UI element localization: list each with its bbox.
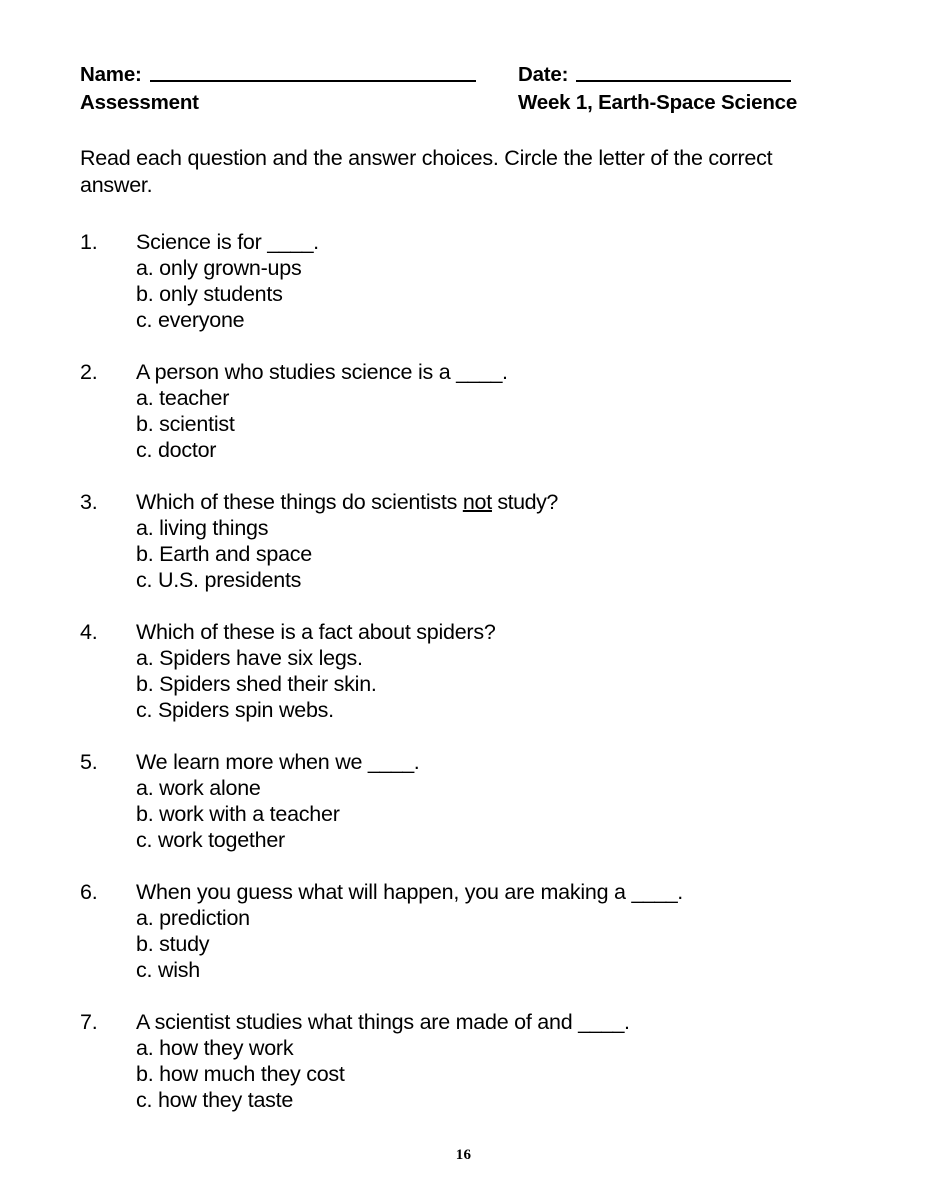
question-block	[80, 489, 847, 593]
question-text-part: A scientist studies what things are made of and	[136, 1010, 579, 1034]
question-block	[80, 229, 847, 333]
answer-choice[interactable]: b. study	[136, 932, 210, 956]
question-number: 7.	[80, 1010, 98, 1034]
question-block	[80, 749, 847, 853]
answer-choice-list	[136, 645, 847, 723]
answer-choice-list	[136, 1035, 847, 1113]
answer-choice[interactable]: b. work with a teacher	[136, 802, 340, 826]
question-prompt-row	[80, 879, 847, 905]
answer-choice[interactable]: a. work alone	[136, 776, 261, 800]
question-number: 2.	[80, 360, 98, 384]
answer-choice-list	[136, 385, 847, 463]
answer-choice[interactable]: c. how they taste	[136, 1088, 294, 1112]
assessment-title-group	[80, 90, 518, 116]
question-text-part: Which of these is a fact about spiders?	[136, 620, 496, 644]
question-number: 3.	[80, 490, 98, 514]
question-block	[80, 1009, 847, 1113]
worksheet-header	[80, 62, 847, 116]
answer-choice-list	[136, 515, 847, 593]
header-name-date-row	[80, 62, 847, 87]
question-block	[80, 359, 847, 463]
question-text	[136, 879, 847, 905]
answer-choice-list	[136, 255, 847, 333]
question-blank: ____.	[367, 750, 420, 774]
answer-choice[interactable]: a. how they work	[136, 1036, 294, 1060]
answer-choice[interactable]: c. work together	[136, 828, 285, 852]
answer-choice[interactable]: b. Earth and space	[136, 542, 312, 566]
week-subject-title: Week 1, Earth-Space Science	[518, 91, 798, 114]
question-blank: ____.	[456, 360, 508, 384]
question-number: 1.	[80, 230, 98, 254]
question-blank: ____.	[631, 880, 683, 904]
question-blank: ____.	[578, 1010, 630, 1034]
question-block	[80, 879, 847, 983]
question-blank: ____.	[267, 230, 319, 254]
answer-choice[interactable]: c. everyone	[136, 308, 245, 332]
page-number: 16	[455, 1147, 472, 1163]
answer-choice[interactable]: a. Spiders have six legs.	[136, 646, 363, 670]
week-subject-group	[518, 90, 847, 116]
question-text	[136, 359, 847, 385]
answer-choice-list	[136, 775, 847, 853]
question-text-part: When you guess what will happen, you are making a	[136, 880, 632, 904]
answer-choice[interactable]: b. how much they cost	[136, 1062, 345, 1086]
header-subtitle-row	[80, 90, 847, 116]
question-number: 5.	[80, 750, 98, 774]
question-text	[136, 1009, 847, 1035]
answer-choice[interactable]: a. only grown-ups	[136, 256, 302, 280]
answer-choice[interactable]: b. only students	[136, 282, 283, 306]
answer-choice[interactable]: c. wish	[136, 958, 200, 982]
question-text	[136, 619, 847, 645]
answer-choice[interactable]: a. teacher	[136, 386, 230, 410]
question-block	[80, 619, 847, 723]
answer-choice[interactable]: a. prediction	[136, 906, 250, 930]
question-blank: study?	[491, 490, 558, 514]
name-field-group	[80, 62, 518, 87]
question-emphasis: not	[462, 490, 492, 514]
date-field-group	[518, 62, 847, 87]
date-label: Date:	[518, 63, 569, 86]
instructions-text: Read each question and the answer choices. Circle the letter of the correct answer.	[80, 146, 773, 197]
question-text-part: Science is for	[136, 230, 268, 254]
question-prompt-row	[80, 619, 847, 645]
question-text	[136, 749, 847, 775]
question-prompt-row	[80, 1009, 847, 1035]
question-prompt-row	[80, 749, 847, 775]
question-text	[136, 489, 847, 515]
question-prompt-row	[80, 359, 847, 385]
answer-choice[interactable]: a. living things	[136, 516, 269, 540]
answer-choice[interactable]: b. scientist	[136, 412, 235, 436]
assessment-title: Assessment	[80, 91, 199, 114]
question-text-part: Which of these things do scientists	[136, 490, 463, 514]
date-write-in-line[interactable]	[576, 80, 791, 82]
name-write-in-line[interactable]	[150, 80, 476, 82]
question-number: 4.	[80, 620, 98, 644]
answer-choice[interactable]: b. Spiders shed their skin.	[136, 672, 377, 696]
question-text	[136, 229, 847, 255]
name-label: Name:	[80, 63, 142, 86]
question-text-part: A person who studies science is a	[136, 360, 457, 384]
question-text-part: We learn more when we	[136, 750, 368, 774]
question-number: 6.	[80, 880, 98, 904]
answer-choice[interactable]: c. U.S. presidents	[136, 568, 302, 592]
question-prompt-row	[80, 229, 847, 255]
question-list	[80, 229, 847, 1113]
answer-choice-list	[136, 905, 847, 983]
answer-choice[interactable]: c. doctor	[136, 438, 217, 462]
answer-choice[interactable]: c. Spiders spin webs.	[136, 698, 334, 722]
question-prompt-row	[80, 489, 847, 515]
